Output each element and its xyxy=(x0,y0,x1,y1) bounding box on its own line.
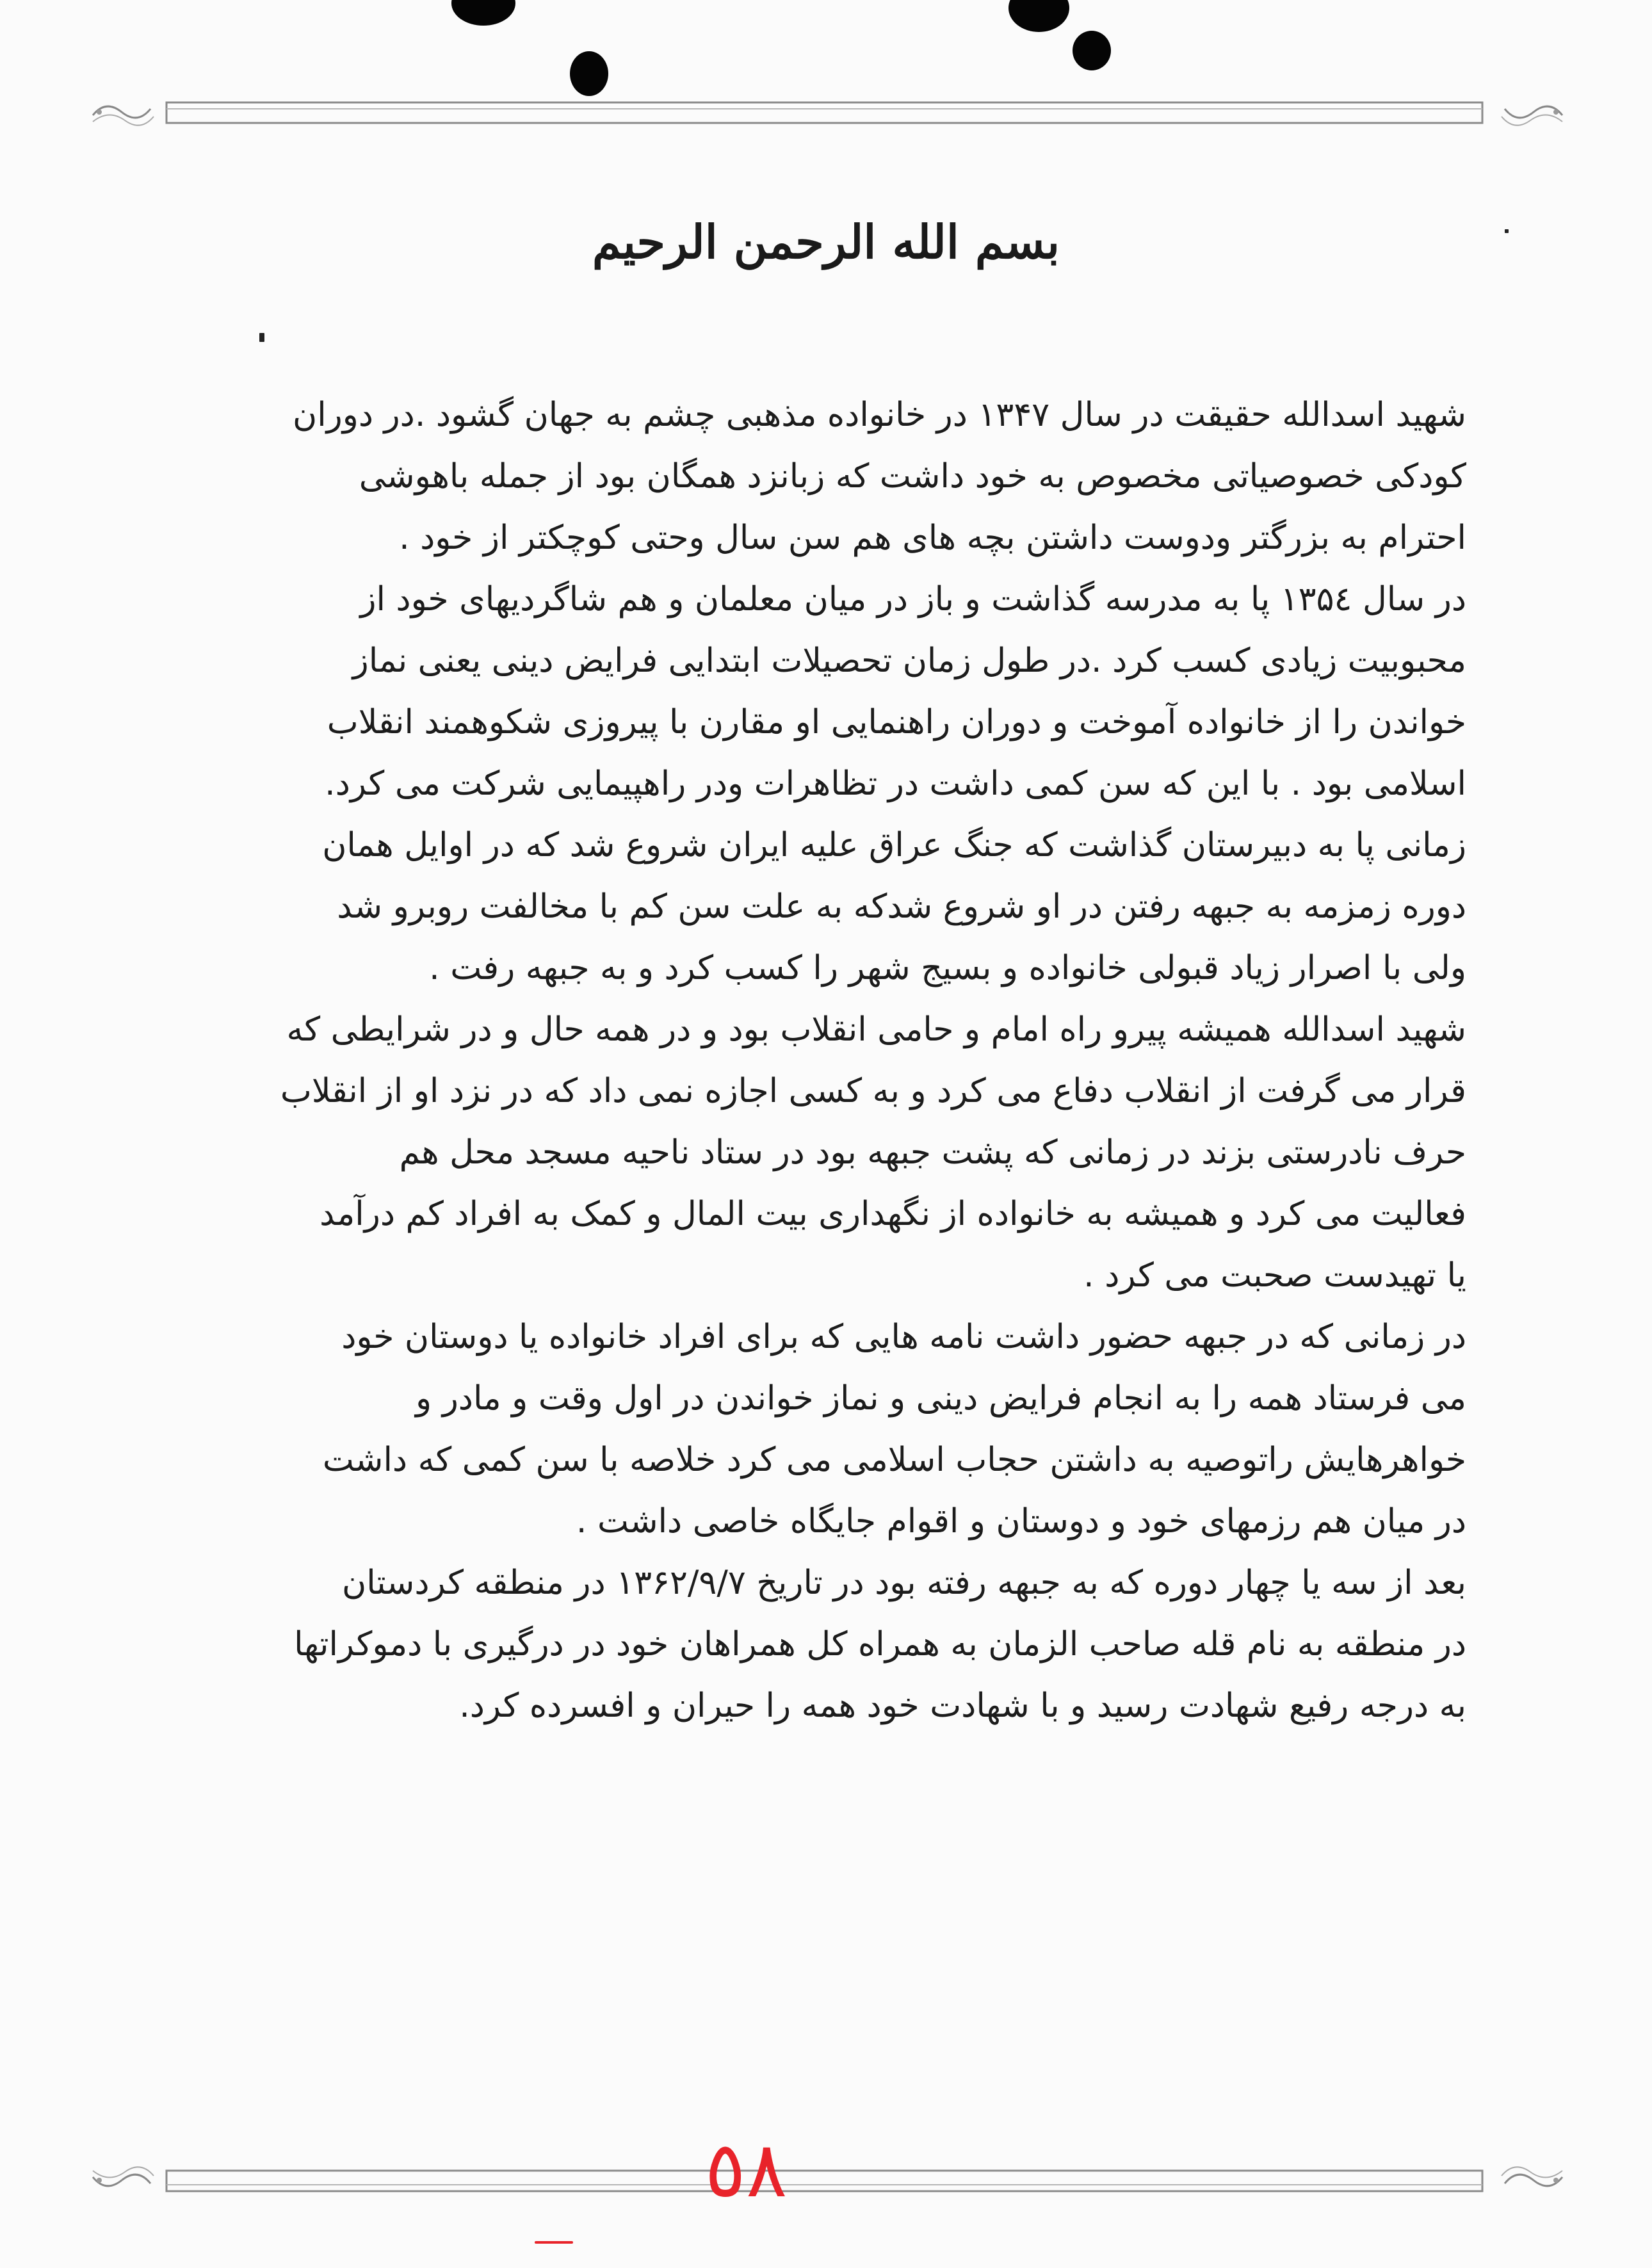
biography-body xyxy=(280,384,1466,1737)
frame-ornament-bottom-right xyxy=(1492,2158,1569,2203)
text-line: در میان هم رزمهای خود و دوستان و اقوام جایگاه خاصی داشت . xyxy=(576,1502,1466,1541)
punch-hole xyxy=(1008,0,1069,32)
scan-speck xyxy=(259,333,264,342)
basmala-heading: بسم الله الرحمن الرحیم xyxy=(592,215,1060,269)
text-line: قرار می گرفت از انقلاب دفاع می کرد و به کسی اجازه نمی داد که در نزد او از انقلاب xyxy=(280,1072,1466,1110)
red-pen-stroke xyxy=(535,2241,573,2244)
text-line: حرف نادرستی بزند در زمانی که پشت جبهه بود در ستاد ناحیه مسجد محل هم xyxy=(399,1133,1466,1172)
text-line: فعالیت می کرد و همیشه به خانواده از نگهداری بیت المال و کمک به افراد کم درآمد xyxy=(320,1195,1466,1233)
text-line: احترام به بزرگتر ودوست داشتن بچه های هم سن سال وحتی کوچکتر از خود . xyxy=(399,519,1466,557)
frame-rule-top xyxy=(96,90,1553,128)
text-line: زمانی پا به دبیرستان گذاشت که جنگ عراق علیه ایران شروع شد که در اوایل همان xyxy=(322,826,1466,864)
punch-hole xyxy=(1073,31,1111,70)
text-line: شهید اسدالله همیشه پیرو راه امام و حامی انقلاب بود و در همه حال و در شرایطی که xyxy=(286,1010,1466,1049)
text-line: در سال ۱۳۵٤ پا به مدرسه گذاشت و باز در میان معلمان و هم شاگردیهای خود از xyxy=(360,580,1466,619)
text-line: خواهرهایش راتوصیه به داشتن حجاب اسلامی می کرد خلاصه با سن کمی که داشت xyxy=(322,1441,1466,1479)
text-line: محبوبیت زیادی کسب کرد .در طول زمان تحصیلات ابتدایی فرایض دینی یعنی نماز xyxy=(352,642,1466,680)
handwritten-page-number: ٥٨ xyxy=(704,2126,788,2215)
text-line: می فرستاد همه را به انجام فرایض دینی و نماز خواندن در اول وقت و مادر و xyxy=(416,1379,1466,1418)
text-line: به درجه رفیع شهادت رسید و با شهادت خود همه را حیران و افسرده کرد. xyxy=(459,1687,1466,1725)
text-line: در منطقه به نام قله صاحب الزمان به همراه کل همراهان خود در درگیری با دموکراتها xyxy=(294,1625,1466,1664)
text-line: اسلامی بود . با این که سن کمی داشت در تظاهرات ودر راهپیمایی شرکت می کرد. xyxy=(325,765,1466,803)
frame-ornament-top-right xyxy=(1492,90,1569,134)
text-line: خواندن را از خانواده آموخت و دوران راهنمایی او مقارن با پیروزی شکوهمند انقلاب xyxy=(327,703,1466,741)
text-line: شهید اسدالله حقیقت در سال ۱۳۴۷ در خانواده مذهبی چشم به جهان گشود .در دوران xyxy=(293,396,1466,434)
text-line: یا تهیدست صحبت می کرد . xyxy=(1083,1256,1466,1295)
text-line: در زمانی که در جبهه حضور داشت نامه هایی که برای افراد خانواده یا دوستان خود xyxy=(341,1318,1466,1356)
text-line: کودکی خصوصیاتی مخصوص به خود داشت که زبانزد همگان بود از جمله باهوشی xyxy=(359,457,1466,496)
text-line: ولی با اصرار زیاد قبولی خانواده و بسیج شهر را کسب کرد و به جبهه رفت . xyxy=(429,949,1466,987)
text-line: بعد از سه یا چهار دوره که به جبهه رفته بود در تاریخ ۱۳۶۲/۹/۷ در منطقه کردستان xyxy=(342,1564,1466,1602)
punch-hole xyxy=(451,0,515,26)
text-line: دوره زمزمه به جبهه رفتن در او شروع شدکه به علت سن کم با مخالفت روبرو شد xyxy=(337,887,1466,926)
